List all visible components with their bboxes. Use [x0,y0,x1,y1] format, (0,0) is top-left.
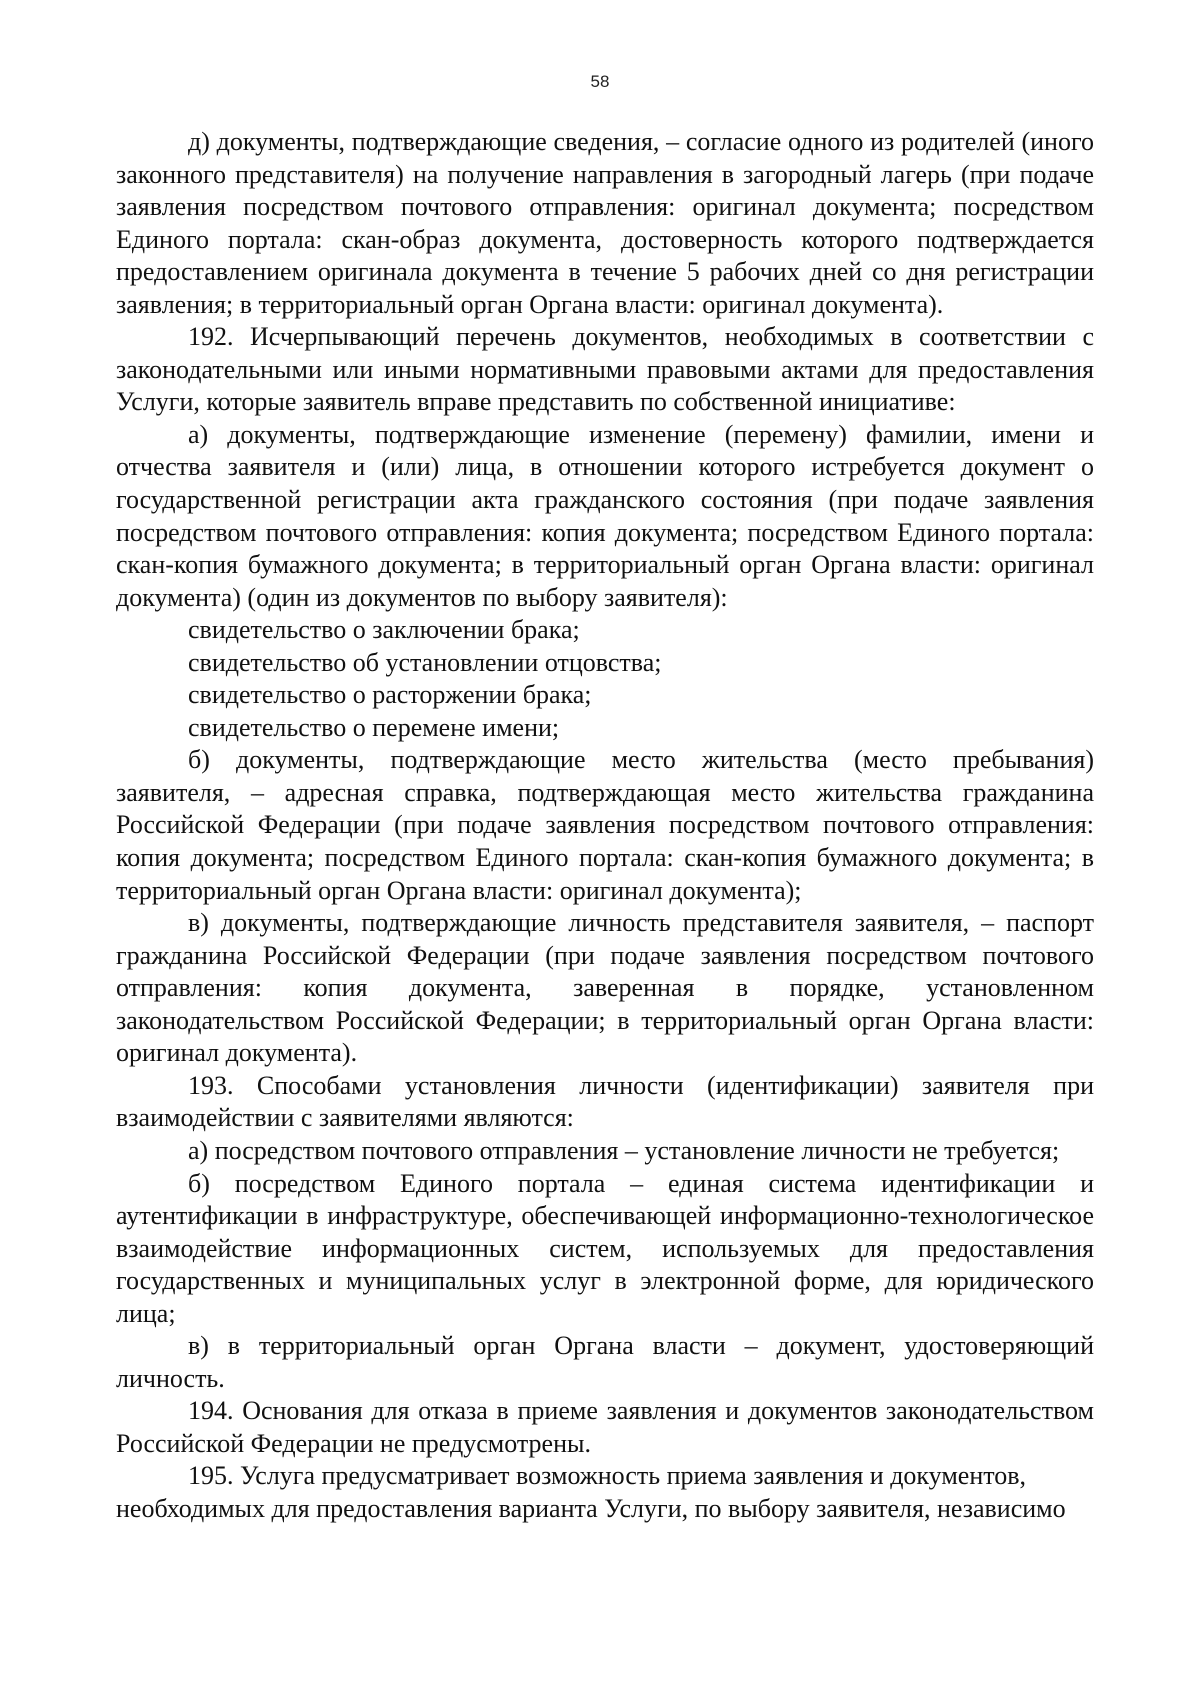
list-item-paternity-certificate: свидетельство об установлении отцовства; [188,647,662,677]
paragraph-192-v: в) документы, подтверждающие личность представителя заявителя, – паспорт гражданина Российской Федерации (при подаче заявления посредством почтового отправления: копия документа, заверенная в порядке, установленном законодательством Российской Федерации; в территориальный орган Органа власти: оригинал документа). [116,908,1094,1068]
list-item-name-change-certificate: свидетельство о перемене имени; [188,712,560,742]
paragraph-192-a: а) документы, подтверждающие изменение (перемену) фамилии, имени и отчества заявителя и (или) лица, в отношении которого истребуется документ о государственной регистрации акта гражданского состояния (при подаче заявления посредством почтового отправления: копия документа; посредством Единого портала: скан-копия бумажного документа; в территориальный орган Органа власти: оригинал документа) (один из документов по выбору заявителя): [116,419,1094,612]
paragraph-d-documents: д) документы, подтверждающие сведения, – согласие одного из родителей (иного законного представителя) на получение направления в загородный лагерь (при подаче заявления посредством почтового отправления: оригинал документа; посредством Единого портала: скан-образ документа, достоверность которого подтверждается предоставлением оригинала документа в течение 5 рабочих дней со дня регистрации заявления; в территориальный орган Органа власти: оригинал документа). [116,127,1094,319]
paragraph-193-v: в) в территориальный орган Органа власти – документ, удостоверяющий личность. [116,1331,1094,1393]
document-body [116,126,1094,1526]
paragraph-192-b: б) документы, подтверждающие место жительства (место пребывания) заявителя, – адресная справка, подтверждающая место жительства гражданина Российской Федерации (при подаче заявления посредством почтового отправления: копия документа; посредством Единого портала: скан-копия бумажного документа; в территориальный орган Органа власти: оригинал документа); [116,745,1094,905]
list-item-marriage-certificate: свидетельство о заключении брака; [188,615,580,645]
paragraph-193-b: б) посредством Единого портала – единая система идентификации и аутентификации в инфраструктуре, обеспечивающей информационно-технологическое взаимодействие информационных систем, используемых для предоставления государственных и муниципальных услуг в электронной форме, для юридического лица; [116,1168,1094,1328]
page-number: 58 [590,72,610,91]
paragraph-192: 192. Исчерпывающий перечень документов, необходимых в соответствии с законодательными или иными нормативными правовыми актами для предоставления Услуги, которые заявитель вправе представить по собственной инициативе: [116,322,1094,417]
paragraph-193-a: а) посредством почтового отправления – установление личности не требуется; [188,1135,1060,1165]
paragraph-194: 194. Основания для отказа в приеме заявления и документов законодательством Российской Федерации не предусмотрены. [116,1396,1094,1458]
paragraph-193: 193. Способами установления личности (идентификации) заявителя при взаимодействии с заявителями являются: [116,1070,1094,1133]
paragraph-195: 195. Услуга предусматривает возможность приема заявления и документов, необходимых для предоставления варианта Услуги, по выбору заявителя, независимо [116,1461,1066,1523]
list-item-divorce-certificate: свидетельство о расторжении брака; [188,680,592,710]
